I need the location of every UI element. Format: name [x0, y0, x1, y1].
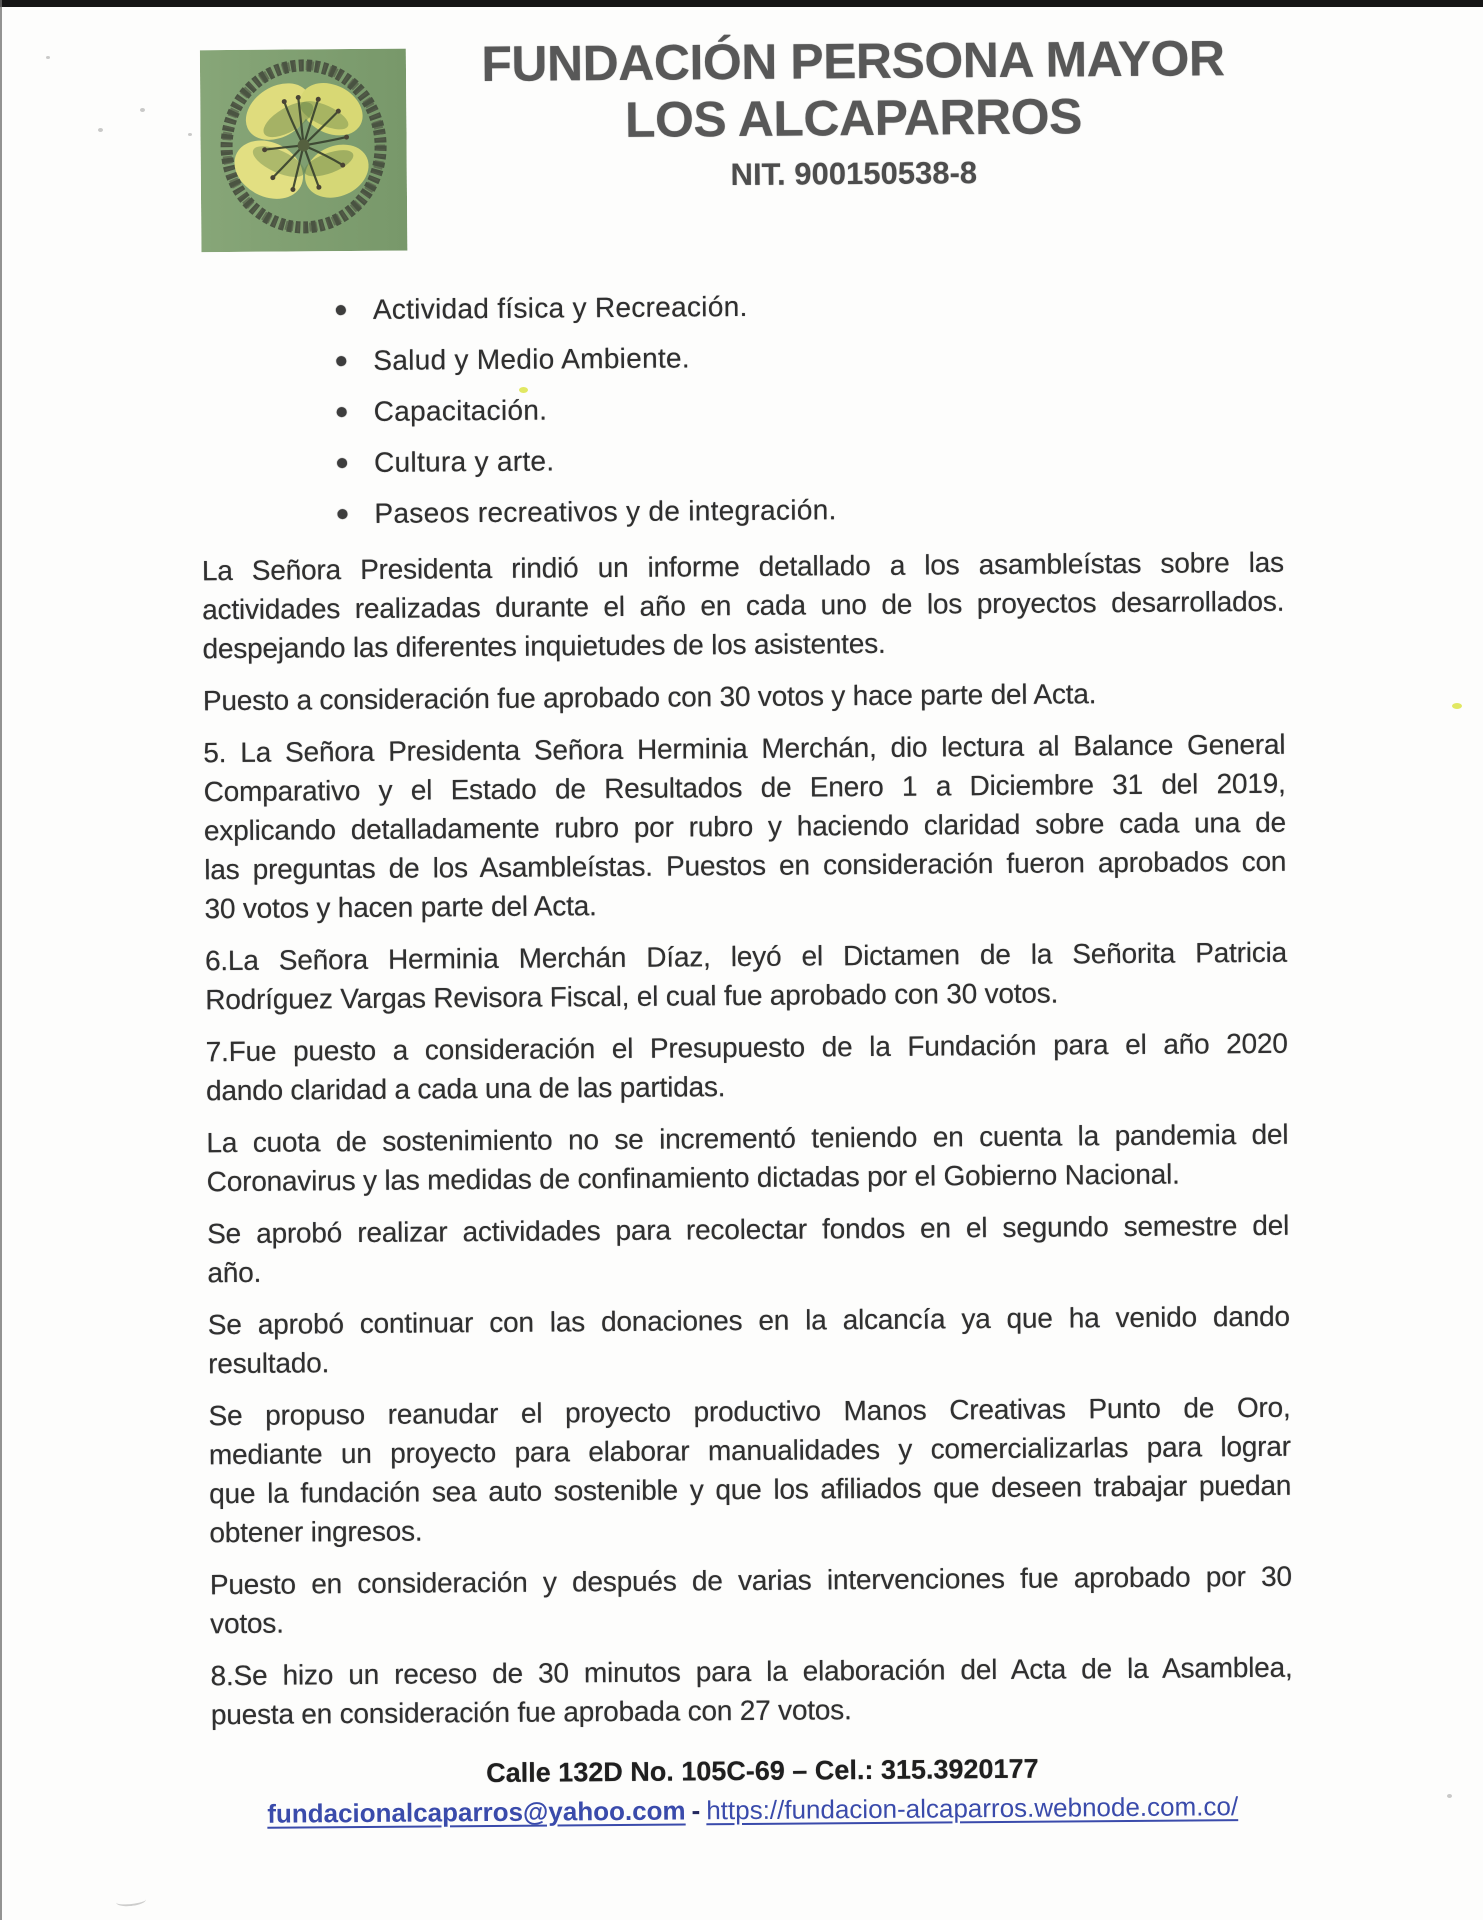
list-item-label: Paseos recreativos y de integración. [374, 494, 837, 529]
paragraph [205, 933, 1288, 1019]
list-item-label: Actividad física y Recreación. [372, 290, 748, 325]
list-item [337, 493, 1097, 529]
list-item-label: Salud y Medio Ambiente. [373, 342, 691, 376]
text-line: Coronavirus y las medidas de confinamiento dictadas por el Gobierno Nacional. [206, 1158, 1180, 1198]
text-line: que la fundación sea auto sostenible y que los afiliados que deseen trabajar puedan [209, 1469, 1292, 1510]
text-line: Puesto en consideración y después de varias intervenciones fue aprobado por 30 [209, 1560, 1292, 1601]
text-line: Se propuso reanudar el proyecto productivo Manos Creativas Punto de Oro, [208, 1391, 1291, 1432]
website-link[interactable]: https://fundacion-alcaparros.webnode.com.co/ [706, 1791, 1239, 1826]
email-link[interactable]: fundacionalcaparros@yahoo.com [267, 1795, 686, 1829]
document-body [202, 543, 1293, 1747]
text-line: mediante un proyecto para elaborar manualidades y comercializarlas para lograr [208, 1430, 1291, 1471]
text-line: las preguntas de los Asambleístas. Puestos en consideración fueron aprobados con [204, 845, 1287, 886]
caper-flower-logo-icon [200, 49, 408, 253]
bullet-icon [336, 356, 346, 366]
text-line: 7.Fue puesto a consideración el Presupuesto de la Fundación para el año 2020 [205, 1027, 1288, 1068]
text-line: La Señora Presidenta rindió un informe detallado a los asambleístas sobre las [201, 546, 1285, 587]
link-separator: - [691, 1795, 701, 1826]
text-line: 8.Se hizo un receso de 30 minutos para la elaboración del Acta de la Asamblea, [210, 1651, 1293, 1692]
text-line: obtener ingresos. [209, 1515, 423, 1549]
paragraph [208, 1388, 1291, 1552]
text-line: 6.La Señora Herminia Merchán Díaz, leyó el Dictamen de la Señorita Patricia [204, 936, 1288, 977]
text-line: actividades realizadas durante el año en cada uno de los proyectos desarrollados. [202, 585, 1285, 626]
text-line: La cuota de sostenimiento no se incrementó teniendo en cuenta la pandemia del [206, 1118, 1289, 1159]
paragraph [207, 1206, 1290, 1292]
text-line: año. [207, 1256, 262, 1289]
paragraph [206, 1024, 1289, 1110]
org-name-line1: FUNDACIÓN PERSONA MAYOR [481, 30, 1225, 93]
org-name-line2: LOS ALCAPARROS [624, 88, 1083, 148]
paragraph [203, 673, 1285, 720]
text-line: Rodríguez Vargas Revisora Fiscal, el cual fue aprobado con 30 votos. [205, 977, 1059, 1016]
list-item [337, 391, 1097, 427]
paragraph [202, 543, 1285, 668]
paragraph [210, 1557, 1293, 1643]
list-item-label: Capacitación. [373, 394, 548, 427]
paragraph [210, 1648, 1293, 1734]
text-line: resultado. [208, 1347, 330, 1380]
text-line: despejando las diferentes inquietudes de los asistentes. [202, 627, 886, 665]
activities-list [336, 289, 1098, 550]
text-line: Se aprobó realizar actividades para recolectar fondos en el segundo semestre del [207, 1209, 1290, 1250]
list-item-label: Cultura y arte. [373, 445, 555, 478]
list-item [336, 340, 1096, 376]
bullet-icon [337, 407, 347, 417]
footer-address: Calle 132D No. 105C-69 – Cel.: 315.3920177 [486, 1753, 1039, 1789]
paragraph [203, 725, 1286, 928]
org-logo [200, 49, 408, 253]
bullet-icon [337, 509, 347, 519]
text-line: dando claridad a cada una de las partidas. [205, 1071, 726, 1107]
text-line: explicando detalladamente rubro por rubro y haciendo claridad sobre cada una de [203, 806, 1287, 847]
paragraph [206, 1115, 1289, 1201]
text-line: 5. La Señora Presidenta Señora Herminia Merchán, dio lectura al Balance General [203, 728, 1286, 769]
bullet-icon [336, 305, 346, 315]
text-line: votos. [210, 1607, 284, 1640]
text-line: 30 votos y hacen parte del Acta. [204, 890, 597, 925]
bullet-icon [337, 458, 347, 468]
text-line: Comparativo y el Estado de Resultados de Enero 1 a Diciembre 31 del 2019, [203, 767, 1286, 808]
org-title-block [413, 30, 1294, 196]
list-item [337, 442, 1097, 478]
footer-links [212, 1791, 1294, 1830]
text-line: puesta en consideración fue aprobada con 27 votos. [210, 1694, 852, 1731]
page-footer [211, 1752, 1294, 1830]
org-nit: NIT. 900150538-8 [730, 155, 978, 193]
list-item [336, 289, 1096, 325]
text-line: Se aprobó continuar con las donaciones en la alcancía ya que ha venido dando [207, 1300, 1290, 1341]
text-line: Puesto a consideración fue aprobado con 30 votos y hace parte del Acta. [202, 678, 1097, 717]
paragraph [208, 1297, 1291, 1383]
